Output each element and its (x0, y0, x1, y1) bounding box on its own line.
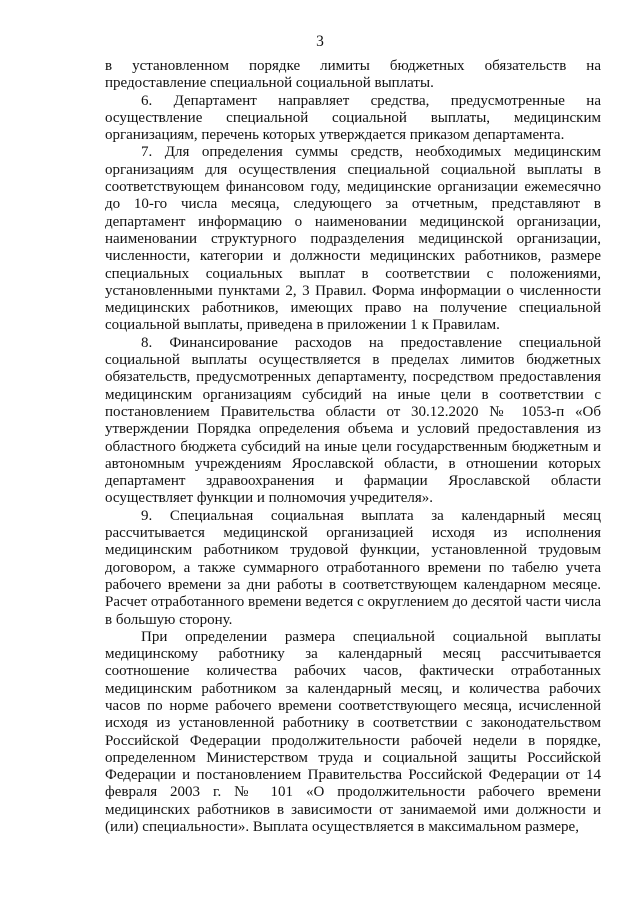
paragraph: 9. Специальная социальная выплата за календарный месяц рассчитывается медицинской организацией исходя из исполнения медицинским работником трудовой функции, установленной трудовым договором, а также суммарного отработанного времени по табелю учета рабочего времени за дни работы в соответствующем календарном месяце. Расчет отработанного времени ведется с округлением до десятой части числа в большую сторону. (105, 507, 601, 628)
document-body (105, 58, 601, 836)
paragraph: в установленном порядке лимиты бюджетных обязательств на предоставление специальной социальной выплаты. (105, 58, 601, 92)
page-number: 3 (316, 33, 324, 50)
paragraph: 8. Финансирование расходов на предоставление специальной социальной выплаты осуществляется в пределах лимитов бюджетных обязательств, предусмотренных департаменту, посредством предоставления медицинским организациям субсидий на иные цели в соответствии с постановлением Правительства области от 30.12.2020 № 1053-п «Об утверждении Порядка определения объема и условий предоставления из областного бюджета субсидий на иные цели государственным бюджетным и автономным учреждениям Ярославской области, в отношении которых департамент здравоохранения и фармации Ярославской области осуществляет функции и полномочия учредителя». (105, 334, 601, 507)
paragraph: При определении размера специальной социальной выплаты медицинскому работнику за календарный месяц рассчитывается соотношение количества рабочих часов, фактически отработанных медицинским работником за календарный месяц, и количества рабочих часов по норме рабочего времени соответствующего месяца, исчисленной исходя из установленной работнику в соответствии с законодательством Российской Федерации продолжительности рабочей недели в порядке, определенном Министерством труда и социальной защиты Российской Федерации и постановлением Правительства Российской Федерации от 14 февраля 2003 г. № 101 «О продолжительности рабочего времени медицинских работников в зависимости от занимаемой ими должности и (или) специальности». Выплата осуществляется в максимальном размере, (105, 628, 601, 836)
paragraph: 6. Департамент направляет средства, предусмотренные на осуществление специальной социальной выплаты, медицинским организациям, перечень которых утверждается приказом департамента. (105, 92, 601, 144)
paragraph: 7. Для определения суммы средств, необходимых медицинским организациям для осуществления специальной социальной выплаты в соответствующем финансовом году, медицинские организации ежемесячно до 10-го числа месяца, следующего за отчетным, представляют в департамент информацию о наименовании медицинской организации, наименовании структурного подразделения медицинской организации, численности, категории и должности медицинских работников, размере специальных социальных выплат в соответствии с положениями, установленными пунктами 2, 3 Правил. Форма информации о численности медицинских работников, имеющих право на получение специальной социальной выплаты, приведена в приложении 1 к Правилам. (105, 144, 601, 334)
